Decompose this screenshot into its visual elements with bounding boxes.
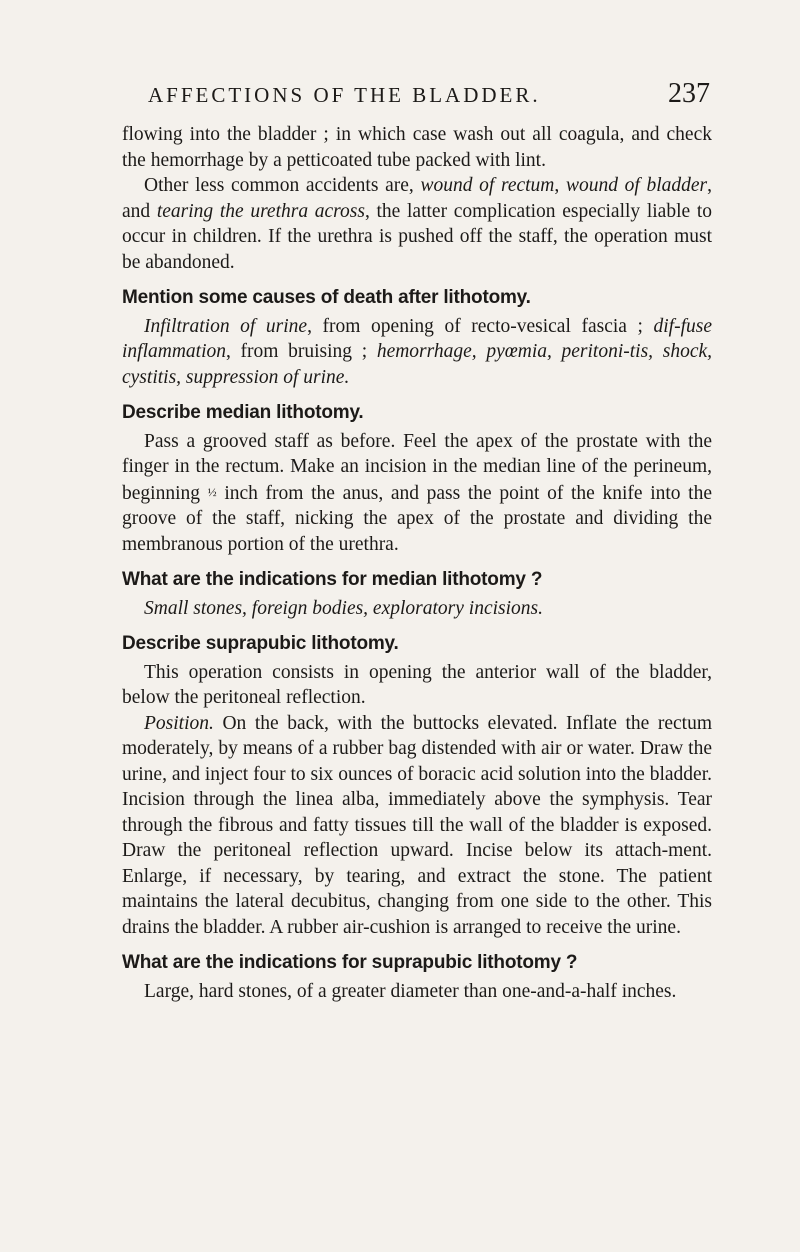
- answer: Large, hard stones, of a greater diameter than one-and-a-half inches.: [144, 980, 677, 1002]
- page-number: 237: [668, 78, 710, 109]
- page-body: [122, 122, 712, 1004]
- question-heading: What are the indications for suprapubic lithotomy ?: [122, 952, 578, 973]
- paragraph: Other less common accidents are, wound of rectum, wound of bladder, and tearing the urethra across, the latter complication especially liable to occur in children. If the urethra is pushed off the staff, the operation must be abandoned.: [122, 175, 712, 273]
- question-heading: Describe suprapubic lithotomy.: [122, 633, 399, 654]
- question-heading: What are the indications for median lithotomy ?: [122, 569, 543, 590]
- running-title: AFFECTIONS OF THE BLADDER.: [148, 83, 541, 107]
- page-header: [128, 78, 710, 110]
- answer: Infiltration of urine, from opening of recto-vesical fascia ; dif-fuse inflammation, from bruising ; hemorrhage, pyœmia, peritoni-tis, shock, cystitis, suppression of urine.: [122, 315, 713, 388]
- answer: This operation consists in opening the anterior wall of the bladder, below the peritoneal reflection.: [122, 661, 712, 708]
- question-heading: Mention some causes of death after lithotomy.: [122, 287, 531, 308]
- answer: Position. On the back, with the buttocks elevated. Inflate the rectum moderately, by means of a rubber bag distended with air or water. Draw the urine, and inject four to six ounces of boracic acid solution into the bladder. Incision through the linea alba, immediately above the symphysis. Tear through the fibrous and fatty tissues till the wall of the bladder is exposed. Draw the peritoneal reflection upward. Incise below its attach-ment. Enlarge, if necessary, by tearing, and extract the stone. The patient maintains the lateral decubitus, changing from one side to the other. This drains the bladder. A rubber air-cushion is arranged to receive the urine.: [122, 712, 713, 938]
- paragraph: flowing into the bladder ; in which case wash out all coagula, and check the hemorrhage by a petticoated tube packed with lint.: [122, 124, 712, 171]
- answer: Small stones, foreign bodies, exploratory incisions.: [144, 597, 543, 619]
- answer: Pass a grooved staff as before. Feel the apex of the prostate with the finger in the rectum. Make an incision in the median line of the perineum, beginning ½ inch from the anus, and pass the point of the knife into the groove of the staff, nicking the apex of the prostate and dividing the membranous portion of the urethra.: [122, 430, 713, 555]
- question-heading: Describe median lithotomy.: [122, 402, 364, 423]
